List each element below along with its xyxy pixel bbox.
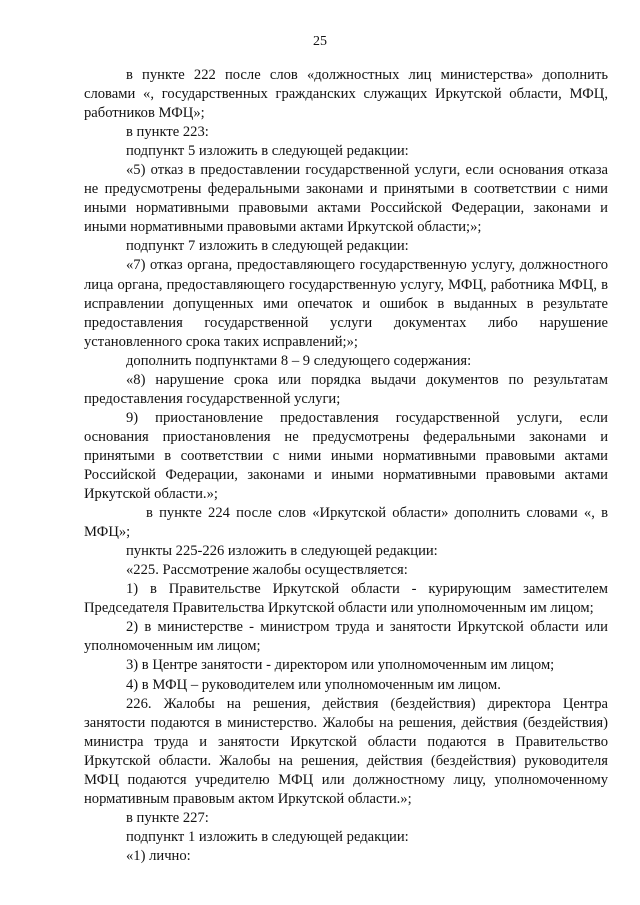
paragraph: пункты 225-226 изложить в следующей редакции: bbox=[126, 543, 438, 560]
paragraph: «225. Рассмотрение жалобы осуществляется: bbox=[126, 562, 408, 579]
paragraph: «5) отказ в предоставлении государственной услуги, если основания отказа не предусмотрены федеральными законами и принятыми в соответствии с ними иными нормативными правовыми актами Российской Федерации, законами и иными нормативными правовыми актами Иркутской области;»; bbox=[84, 162, 608, 236]
paragraph: подпункт 1 изложить в следующей редакции: bbox=[126, 828, 409, 845]
paragraph: 226. Жалобы на решения, действия (бездействия) директора Центра занятости подаются в министерство. Жалобы на решения, действия (бездействия) министра труда и занятости Иркутской области подаются в Правительство Иркутской области. Жалобы на решения, действия (бездействия) руководителя МФЦ подаются учредителю МФЦ или должностному лицу, уполномоченному нормативным правовым актом Иркутской области.»; bbox=[84, 695, 608, 807]
document-body bbox=[84, 66, 608, 866]
paragraph: 4) в МФЦ – руководителем или уполномоченным им лицом. bbox=[126, 676, 501, 693]
paragraph: дополнить подпунктами 8 – 9 следующего содержания: bbox=[126, 352, 472, 369]
paragraph: «7) отказ органа, предоставляющего государственную услугу, должностного лица органа, предоставляющего государственную услугу, МФЦ, работника МФЦ, в исправлении допущенных ими опечаток и ошибок в выданных в результате предоставления государственной услуги документах либо нарушение установленного срока таких исправлений;»; bbox=[84, 257, 608, 350]
paragraph: 9) приостановление предоставления государственной услуги, если основания приостановления не предусмотрены федеральными законами и принятыми в соответствии с ними иными нормативными правовыми актами Российской Федерации, законами и иными нормативными правовыми актами Иркутской области.»; bbox=[84, 409, 608, 503]
paragraph: «8) нарушение срока или порядка выдачи документов по результатам предоставления государственной услуги; bbox=[84, 371, 608, 407]
paragraph: 3) в Центре занятости - директором или уполномоченным им лицом; bbox=[126, 657, 555, 674]
paragraph: подпункт 5 изложить в следующей редакции: bbox=[126, 143, 409, 160]
paragraph: 2) в министерстве - министром труда и занятости Иркутской области или уполномоченным им лицом; bbox=[84, 619, 608, 655]
paragraph: в пункте 223: bbox=[126, 124, 209, 141]
page-number: 25 bbox=[313, 34, 327, 49]
paragraph: 1) в Правительстве Иркутской области - курирующим заместителем Председателя Правительства Иркутской области или уполномоченным им лицом; bbox=[84, 581, 608, 617]
paragraph: в пункте 224 после слов «Иркутской области» дополнить словами «, в МФЦ»; bbox=[84, 505, 608, 541]
paragraph: «1) лично: bbox=[126, 847, 191, 864]
paragraph: подпункт 7 изложить в следующей редакции: bbox=[126, 238, 409, 255]
paragraph: в пункте 222 после слов «должностных лиц министерства» дополнить словами «, государственных гражданских служащих Иркутской области, МФЦ, работников МФЦ»; bbox=[84, 67, 608, 122]
paragraph: в пункте 227: bbox=[126, 809, 209, 826]
